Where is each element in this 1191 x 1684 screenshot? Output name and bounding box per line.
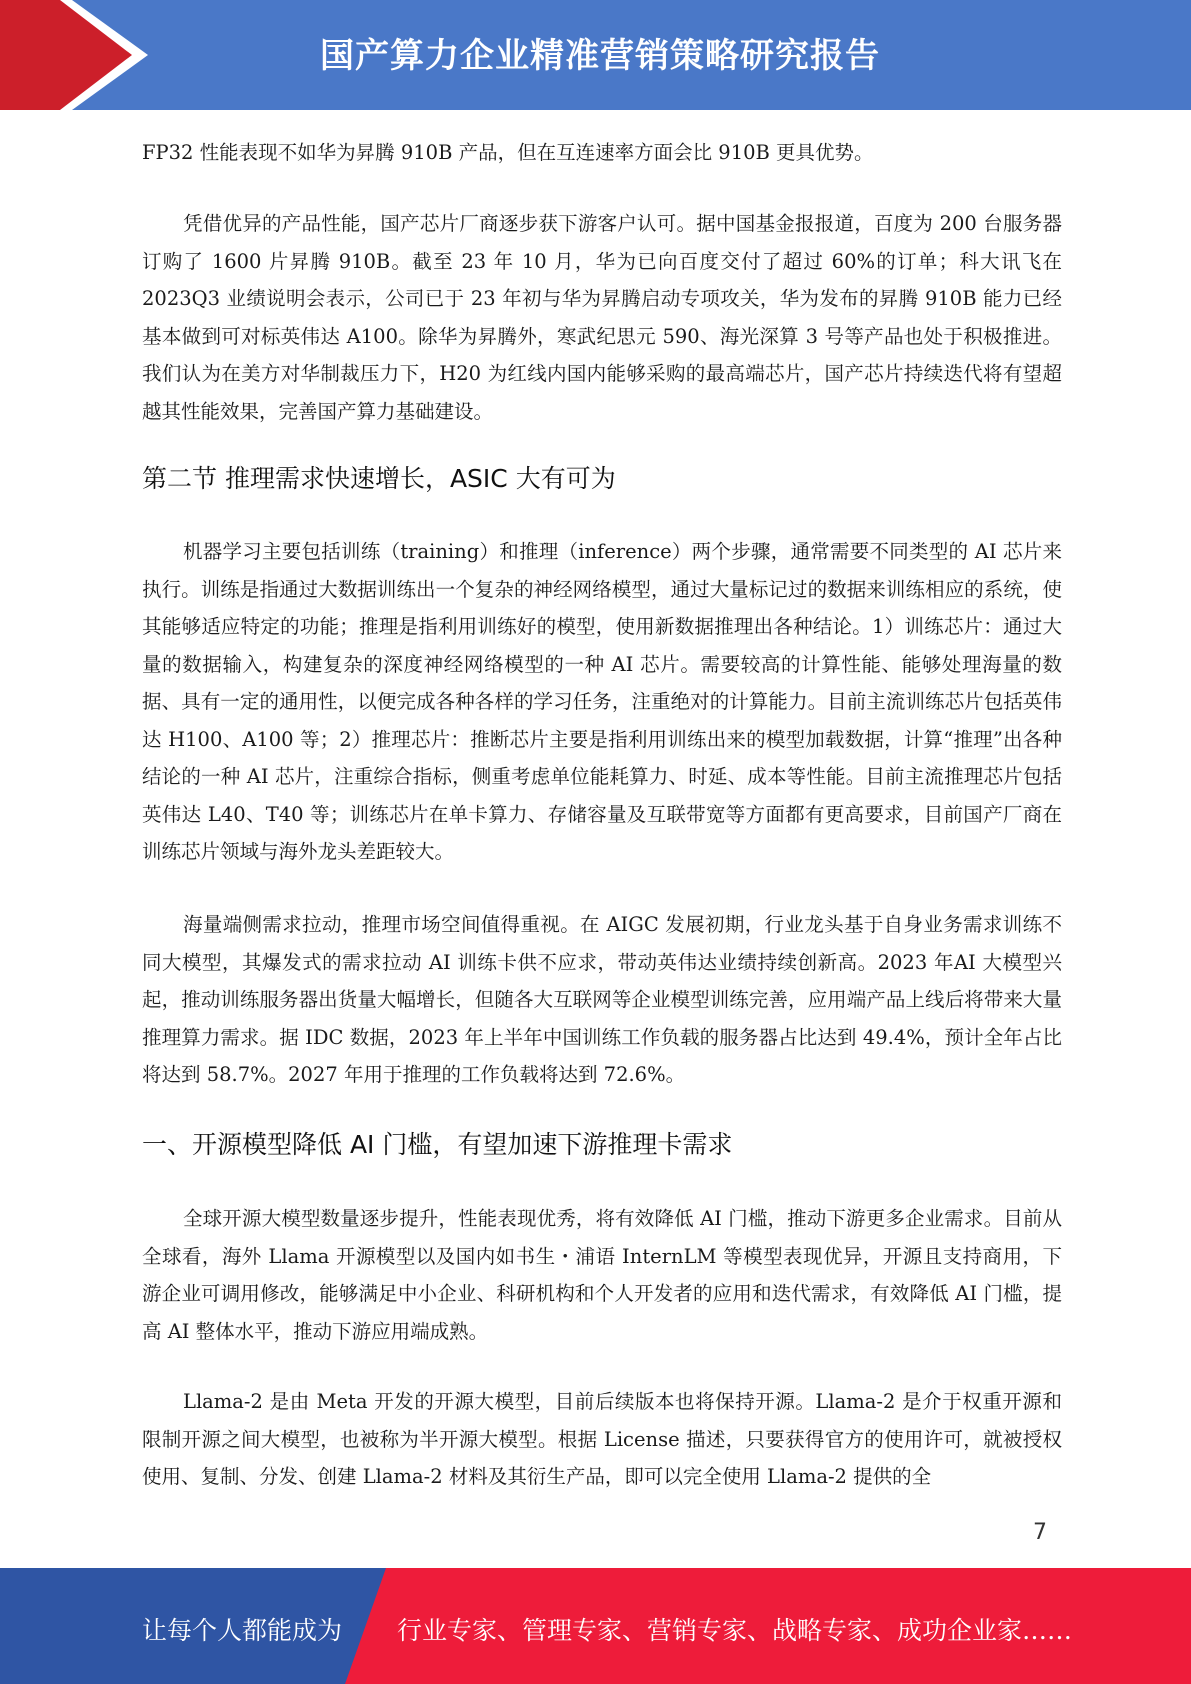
footer-slogan-left: 让每个人都能成为	[142, 1616, 343, 1645]
footer-slogan-right: 行业专家、管理专家、营销专家、战略专家、成功企业家……	[397, 1616, 1073, 1645]
paragraph-2: 凭借优异的产品性能，国产芯片厂商逐步获下游客户认可。据中国基金报报道，百度为 200 台服务器订购了 1600 片昇腾 910B。截至 23 年 10 月，华为已向百度交付了超过 60%的订单；科大讯飞在 2023Q3 业绩说明会表示，公司已于 23 年初与华为昇腾启动专项攻关，华为发布的昇腾 910B 能力已经基本做到可对标英伟达 A100。除华为昇腾外，寒武纪思元 590、海光深算 3 号等产品也处于积极推进。我们认为在美方对华制裁压力下，H20 为红线内国内能够采购的最高端芯片，国产芯片持续迭代将有望超越其性能效果，完善国产算力基础建设。	[142, 212, 1062, 423]
paragraph-4: 海量端侧需求拉动，推理市场空间值得重视。在 AIGC 发展初期，行业龙头基于自身业务需求训练不同大模型，其爆发式的需求拉动 AI 训练卡供不应求，带动英伟达业绩持续创新高。2023 年AI 大模型兴起，推动训练服务器出货量大幅增长，但随各大互联网等企业模型训练完善，应用端产品上线后将带来大量推理算力需求。据 IDC 数据，2023 年上半年中国训练工作负载的服务器占比达到 49.4%，预计全年占比将达到 58.7%。2027 年用于推理的工作负载将达到 72.6%。	[142, 913, 1062, 1086]
paragraph-3: 机器学习主要包括训练（training）和推理（inference）两个步骤，通常需要不同类型的 AI 芯片来执行。训练是指通过大数据训练出一个复杂的神经网络模型，通过大量标记过的数据来训练相应的系统，使其能够适应特定的功能；推理是指利用训练好的模型，使用新数据推理出各种结论。1）训练芯片：通过大量的数据输入，构建复杂的深度神经网络模型的一种 AI 芯片。需要较高的计算性能、能够处理海量的数据、具有一定的通用性，以便完成各种各样的学习任务，注重绝对的计算能力。目前主流训练芯片包括英伟达 H100、A100 等；2）推理芯片：推断芯片主要是指利用训练出来的模型加载数据，计算“推理”出各种结论的一种 AI 芯片，注重综合指标，侧重考虑单位能耗算力、时延、成本等性能。目前主流推理芯片包括英伟达 L40、T40 等；训练芯片在单卡算力、存储容量及互联带宽等方面都有更高要求，目前国产厂商在训练芯片领域与海外龙头差距较大。	[142, 540, 1062, 863]
paragraph-6: Llama-2 是由 Meta 开发的开源大模型，目前后续版本也将保持开源。Llama-2 是介于权重开源和限制开源之间大模型，也被称为半开源大模型。根据 License 描述，只要获得官方的使用许可，就被授权使用、复制、分发、创建 Llama-2 材料及其衍生产品，即可以完全使用 Llama-2 提供的全	[142, 1390, 1062, 1488]
subsection-heading-1: 一、开源模型降低 AI 门槛，有望加速下游推理卡需求	[142, 1130, 733, 1159]
paragraph-5: 全球开源大模型数量逐步提升，性能表现优秀，将有效降低 AI 门槛，推动下游更多企业需求。目前从全球看，海外 Llama 开源模型以及国内如书生・浦语 InternLM 等模型表现优异，开源且支持商用，下游企业可调用修改，能够满足中小企业、科研机构和个人开发者的应用和迭代需求，有效降低 AI 门槛，提高 AI 整体水平，推动下游应用端成熟。	[142, 1207, 1062, 1343]
header-arrow-decoration	[0, 0, 160, 110]
page-number: 7	[1033, 1520, 1047, 1545]
page-footer	[0, 1568, 1191, 1684]
paragraph-1: FP32 性能表现不如华为昇腾 910B 产品，但在互连速率方面会比 910B 更具优势。	[142, 141, 874, 164]
report-title: 国产算力企业精准营销策略研究报告	[320, 36, 880, 76]
section-heading-2: 第二节 推理需求快速增长，ASIC 大有可为	[142, 464, 616, 493]
page-header	[0, 0, 1191, 110]
